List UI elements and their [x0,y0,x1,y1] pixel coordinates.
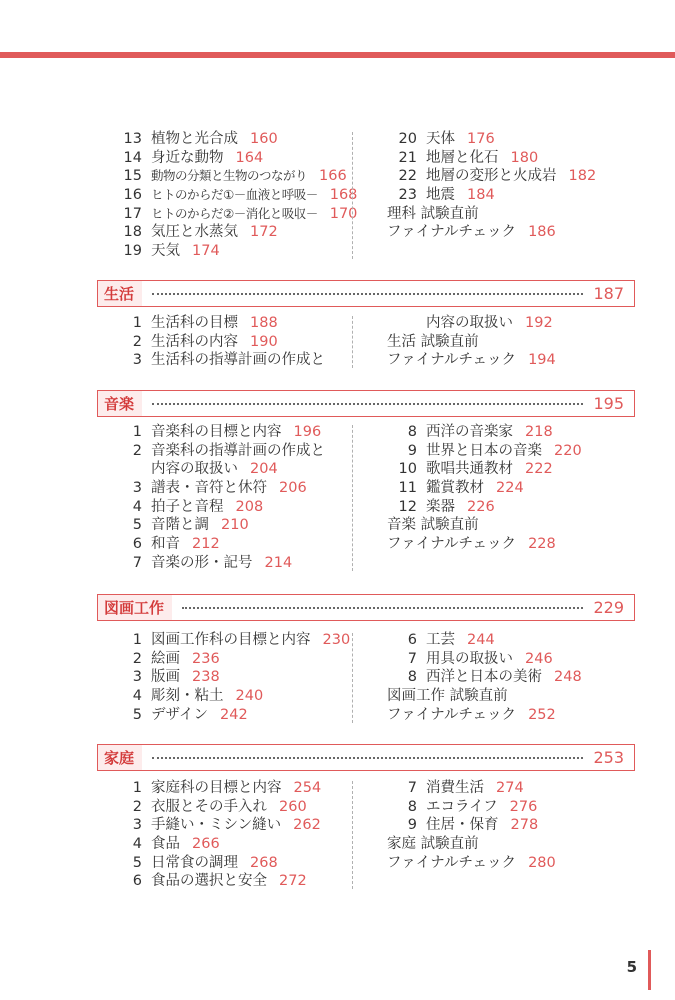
entry-title: 用具の取扱い [426,650,513,667]
entry-title: 生活科の指導計画の作成と [151,352,325,369]
toc-entry[interactable] [387,205,647,224]
entry-page-number: 220 [554,442,582,459]
section-title: 家庭 [98,745,142,770]
entry-title: 音楽科の指導計画の作成と [151,442,325,459]
toc-entry[interactable] [112,535,352,554]
entry-number: 22 [398,168,417,185]
toc-column-left [112,314,352,370]
toc-entry[interactable] [112,460,352,479]
entry-title: 手縫い・ミシン縫い [151,817,282,834]
leader-dots [182,607,583,609]
section-katei [112,779,632,891]
entry-number: 3 [132,669,142,686]
entry-number: 1 [132,315,142,331]
entry-title: 生活 試験直前 [387,333,479,350]
section-header-ongaku[interactable] [97,390,635,417]
entry-number: 7 [407,650,417,667]
entry-title: 内容の取扱い [151,461,238,478]
entry-page-number: 274 [496,780,524,796]
entry-page-number: 226 [467,498,495,515]
entry-number: 2 [132,650,142,667]
toc-entry[interactable] [387,535,647,554]
entry-number: 15 [123,168,142,185]
entry-title: 天体 [426,131,455,147]
entry-page-number: 214 [264,554,293,571]
entry-number: 9 [407,442,417,459]
entry-page-number: 218 [525,424,553,440]
toc-entry[interactable] [387,423,647,442]
entry-page-number: 174 [192,243,220,260]
entry-page-number: 262 [293,817,321,834]
entry-number: 5 [132,854,142,871]
toc-column-left [112,130,358,261]
entry-page-number: 222 [525,461,553,478]
entry-title: 鑑賞教材 [426,480,484,497]
entry-title: 西洋の音楽家 [426,424,513,440]
entry-page-number: 186 [528,224,556,241]
entry-page-number: 242 [220,706,248,723]
entry-number: 8 [407,798,417,815]
entry-number: 16 [123,187,142,204]
page-edge-mark [648,950,651,990]
entry-title: 音楽の形・記号 [151,554,253,571]
entry-page-number: 204 [250,461,278,478]
toc-entry[interactable] [112,167,352,186]
entry-number: 19 [123,243,142,260]
toc-entry[interactable] [387,149,647,168]
entry-title: ヒトのからだ②－消化と吸収－ [151,205,318,221]
section-title: 音楽 [98,391,142,416]
entry-title: 和音 [151,536,180,553]
section-header-zuga[interactable] [97,594,635,621]
entry-number: 12 [398,498,417,515]
toc-entry[interactable] [387,650,647,669]
entry-page-number: 166 [319,168,347,185]
entry-page-number: 182 [568,168,597,185]
toc-column-left [112,779,352,891]
entry-number: 2 [132,333,142,350]
entry-page-number: 188 [250,315,278,331]
entry-page-number: 170 [329,205,358,222]
entry-page-number: 236 [192,650,220,667]
entry-number: 2 [132,798,142,815]
entry-title: ファイナルチェック [387,224,517,241]
entry-title: 気圧と水蒸気 [151,224,238,241]
toc-entry[interactable] [112,650,352,669]
entry-page-number: 246 [525,650,553,667]
entry-number: 3 [132,480,142,497]
entry-number: 11 [398,480,417,497]
entry-title: 生活科の目標 [151,315,238,331]
toc-entry[interactable] [112,130,352,149]
entry-title: 地震 [426,187,455,204]
entry-page-number: 276 [509,798,538,815]
section-header-seikatsu[interactable] [97,280,635,307]
toc-entry[interactable] [387,798,647,817]
entry-number: 13 [123,131,142,147]
entry-page-number: 248 [554,669,582,686]
leader-dots [152,293,583,295]
section-page-number: 195 [593,394,624,413]
entry-number: 6 [132,536,142,553]
entry-page-number: 176 [467,131,495,147]
entry-number: 6 [407,632,417,648]
page-number: 5 [626,958,637,976]
toc-entry[interactable] [387,779,647,798]
toc-entry[interactable] [112,798,352,817]
toc-entry[interactable] [112,242,352,261]
entry-title: ファイナルチェック [387,854,517,871]
entry-title: 家庭科の目標と内容 [151,780,282,796]
entry-title: 食品の選択と安全 [151,873,267,890]
toc-entry[interactable] [112,816,352,835]
entry-number: 17 [123,205,142,222]
entry-title: デザイン [151,706,208,723]
toc-entry[interactable] [387,516,647,535]
entry-page-number: 252 [528,706,556,723]
entry-page-number: 260 [279,798,307,815]
entry-title: 動物の分類と生物のつながり [151,168,308,184]
entry-page-number: 172 [250,224,278,241]
toc-entry[interactable] [112,186,358,205]
entry-title: ファイナルチェック [387,536,517,553]
entry-title: 世界と日本の音楽 [426,442,542,459]
entry-title: 絵画 [151,650,180,667]
entry-page-number: 206 [279,480,307,497]
toc-entry[interactable] [387,314,647,333]
toc-entry[interactable] [112,351,352,370]
toc-entry[interactable] [387,835,647,854]
entry-page-number: 196 [293,424,322,440]
entry-number: 20 [398,131,417,147]
toc-entry[interactable] [387,442,647,461]
entry-page-number: 210 [221,517,249,534]
toc-entry[interactable] [112,149,352,168]
toc-entry[interactable] [387,460,647,479]
entry-page-number: 194 [528,352,556,369]
column-divider [352,633,353,723]
entry-page-number: 238 [192,669,220,686]
entry-title: ヒトのからだ①－血液と呼吸－ [151,187,318,203]
entry-page-number: 268 [250,854,278,871]
toc-entry[interactable] [112,872,352,891]
entry-page-number: 212 [192,536,220,553]
toc-entry[interactable] [112,333,352,352]
section-page-number: 253 [593,748,624,767]
entry-number: 8 [407,424,417,440]
entry-number: 21 [398,149,417,166]
entry-page-number: 168 [329,187,358,204]
entry-title: 西洋と日本の美術 [426,669,542,686]
section-seikatsu [112,314,632,370]
entry-number: 18 [123,224,142,241]
toc-entry[interactable] [112,631,352,650]
entry-title: 歌唱共通教材 [426,461,513,478]
entry-title: 天気 [151,243,180,260]
entry-number: 1 [132,424,142,440]
section-title: 生活 [98,281,142,306]
toc-entry[interactable] [112,554,352,573]
toc-column-left [112,631,352,724]
toc-entry[interactable] [112,706,352,725]
toc-column-right [387,314,647,370]
entry-title: 消費生活 [426,780,484,796]
section-ongaku [112,423,632,573]
entry-title: 住居・保育 [426,817,499,834]
entry-page-number: 244 [467,632,495,648]
entry-page-number: 164 [235,149,264,166]
toc-entry[interactable] [112,314,352,333]
toc-entry[interactable] [387,816,647,835]
toc-column-right [387,631,647,724]
leader-dots [152,403,583,405]
toc-entry[interactable] [112,668,352,687]
entry-title: 地層の変形と火成岩 [426,168,557,185]
entry-number: 3 [132,817,142,834]
leader-dots [152,757,583,759]
entry-page-number: 266 [192,836,220,853]
entry-number: 9 [407,817,417,834]
section-science [112,130,632,261]
entry-number: 2 [132,442,142,459]
toc-entry[interactable] [112,835,352,854]
entry-title: 楽器 [426,498,455,515]
entry-number: 1 [132,632,142,648]
entry-number: 10 [398,461,417,478]
toc-entry[interactable] [387,668,647,687]
toc-column-right [387,130,647,242]
toc-entry[interactable] [112,516,352,535]
section-zuga [112,631,632,725]
toc-entry[interactable] [387,479,647,498]
entry-number: 7 [132,554,142,571]
toc-entry[interactable] [112,687,352,706]
entry-page-number: 272 [279,873,307,890]
entry-title: 図画工作 試験直前 [387,688,508,705]
toc-entry[interactable] [112,854,352,873]
entry-page-number: 240 [235,688,264,705]
entry-number: 5 [132,706,142,723]
entry-title: 音楽科の目標と内容 [151,424,282,440]
entry-number: 4 [132,498,142,515]
toc-entry[interactable] [112,479,352,498]
entry-title: 版画 [151,669,180,686]
toc-entry[interactable] [112,205,358,224]
section-header-katei[interactable] [97,744,635,771]
section-title: 図画工作 [98,595,172,620]
entry-title: 拍子と音程 [151,498,224,515]
entry-title: 工芸 [426,632,455,648]
entry-title: 音階と調 [151,517,209,534]
toc-entry[interactable] [387,854,647,873]
section-page-number: 229 [593,598,624,617]
section-page-number: 187 [593,284,624,303]
entry-title: 日常食の調理 [151,854,238,871]
entry-number: 14 [123,149,142,166]
toc-column-right [387,423,647,554]
entry-title: 彫刻・粘土 [151,688,224,705]
column-divider [352,425,353,571]
entry-page-number: 228 [528,536,556,553]
entry-page-number: 208 [235,498,264,515]
toc-entry[interactable] [387,498,647,517]
entry-title: 地層と化石 [426,149,499,166]
toc-entry[interactable] [387,351,647,370]
entry-number: 1 [132,780,142,796]
entry-number: 23 [398,187,417,204]
entry-page-number: 184 [467,187,495,204]
entry-number: 8 [407,669,417,686]
entry-number: 4 [132,688,142,705]
entry-title: 家庭 試験直前 [387,836,479,853]
entry-title: 理科 試験直前 [387,205,479,222]
entry-number: 5 [132,517,142,534]
entry-title: ファイナルチェック [387,706,517,723]
column-divider [352,781,353,889]
entry-page-number: 278 [510,817,539,834]
toc-entry[interactable] [112,498,352,517]
toc-entry[interactable] [387,333,647,352]
entry-title: 生活科の内容 [151,333,238,350]
entry-page-number: 160 [250,131,278,147]
entry-page-number: 224 [496,480,524,497]
entry-page-number: 230 [322,632,351,648]
toc-entry[interactable] [112,423,352,442]
entry-title: 植物と光合成 [151,131,238,147]
entry-title: 衣服とその手入れ [151,798,267,815]
toc-entry[interactable] [387,687,647,706]
toc-entry[interactable] [112,223,352,242]
entry-number: 7 [407,780,417,796]
toc-entry[interactable] [387,706,647,725]
entry-number: 4 [132,836,142,853]
toc-entry[interactable] [112,779,352,798]
entry-number: 6 [132,873,142,890]
toc-column-right [387,779,647,872]
entry-title: 食品 [151,836,180,853]
toc-entry[interactable] [387,130,647,149]
toc-entry[interactable] [112,442,352,461]
entry-title: 身近な動物 [151,149,224,166]
entry-page-number: 192 [525,315,553,331]
entry-title: ファイナルチェック [387,352,517,369]
column-divider [352,316,353,368]
toc-entry[interactable] [387,631,647,650]
toc-entry[interactable] [387,167,647,186]
entry-page-number: 180 [510,149,539,166]
entry-title: 音楽 試験直前 [387,517,479,534]
entry-title: 譜表・音符と休符 [151,480,267,497]
entry-number: 3 [132,352,142,369]
toc-column-left [112,423,352,573]
entry-page-number: 280 [528,854,556,871]
entry-title: 図画工作科の目標と内容 [151,632,311,648]
top-accent-bar [0,52,675,58]
entry-title: エコライフ [426,798,498,815]
toc-entry[interactable] [387,186,647,205]
entry-title: 内容の取扱い [426,315,513,331]
toc-entry[interactable] [387,223,647,242]
column-divider [352,132,353,259]
entry-page-number: 190 [250,333,278,350]
entry-page-number: 254 [293,780,322,796]
